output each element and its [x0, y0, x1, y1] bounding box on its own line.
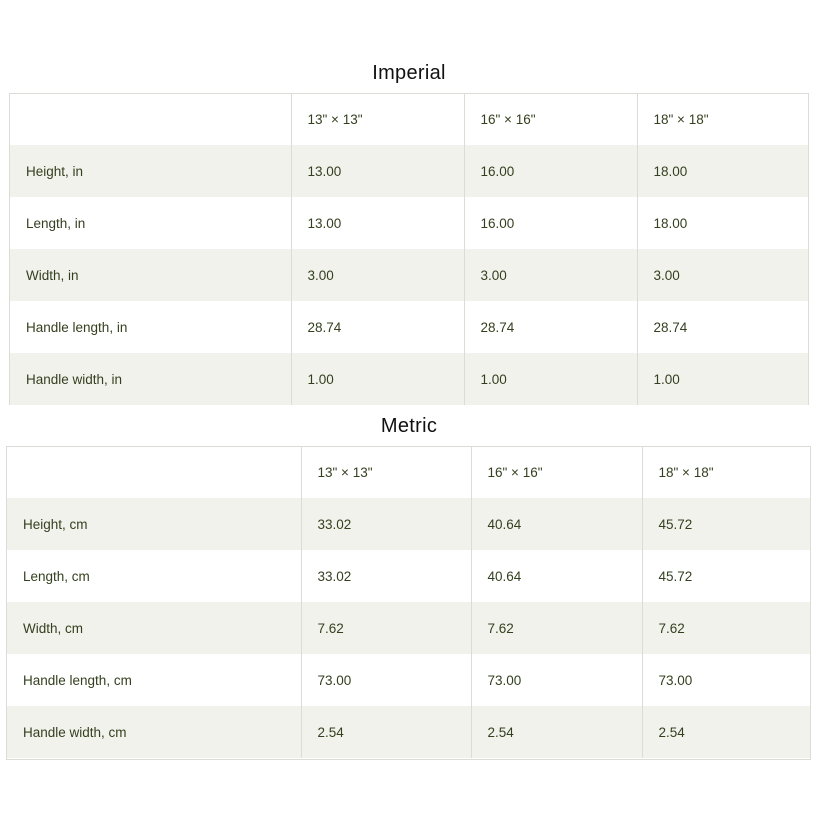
row-label: Handle length, cm	[7, 654, 301, 706]
cell-value: 1.00	[291, 353, 464, 405]
column-header-16x16: 16" × 16"	[471, 447, 642, 498]
cell-value: 3.00	[637, 249, 808, 301]
row-label: Handle width, in	[10, 353, 291, 405]
cell-value: 3.00	[291, 249, 464, 301]
metric-size-table	[6, 446, 811, 760]
cell-value: 16.00	[464, 197, 637, 249]
cell-value: 7.62	[642, 602, 810, 654]
cell-value: 18.00	[637, 197, 808, 249]
row-label: Height, cm	[7, 498, 301, 550]
table-row	[7, 602, 810, 654]
table-header-row	[10, 94, 808, 145]
cell-value: 2.54	[642, 706, 810, 758]
column-header-13x13: 13" × 13"	[301, 447, 471, 498]
row-label: Width, cm	[7, 602, 301, 654]
cell-value: 45.72	[642, 498, 810, 550]
cell-value: 28.74	[291, 301, 464, 353]
table-row	[10, 145, 808, 197]
cell-value: 7.62	[301, 602, 471, 654]
table-row	[10, 301, 808, 353]
cell-value: 1.00	[637, 353, 808, 405]
row-label: Handle width, cm	[7, 706, 301, 758]
row-label: Height, in	[10, 145, 291, 197]
cell-value: 18.00	[637, 145, 808, 197]
column-header-18x18: 18" × 18"	[642, 447, 810, 498]
row-label: Width, in	[10, 249, 291, 301]
cell-value: 73.00	[642, 654, 810, 706]
metric-section-title: Metric	[380, 415, 438, 437]
cell-value: 45.72	[642, 550, 810, 602]
cell-value: 2.54	[301, 706, 471, 758]
cell-value: 7.62	[471, 602, 642, 654]
imperial-size-table	[9, 93, 809, 405]
cell-value: 13.00	[291, 145, 464, 197]
row-label: Handle length, in	[10, 301, 291, 353]
table-row	[7, 706, 810, 758]
cell-value: 28.74	[637, 301, 808, 353]
table-row	[7, 654, 810, 706]
cell-value: 73.00	[471, 654, 642, 706]
cell-value: 73.00	[301, 654, 471, 706]
cell-value: 3.00	[464, 249, 637, 301]
cell-value: 1.00	[464, 353, 637, 405]
table-row	[7, 498, 810, 550]
cell-value: 33.02	[301, 550, 471, 602]
column-header-empty	[7, 447, 301, 498]
column-header-18x18: 18" × 18"	[637, 94, 808, 145]
row-label: Length, cm	[7, 550, 301, 602]
table-row	[10, 197, 808, 249]
cell-value: 2.54	[471, 706, 642, 758]
table-row	[10, 249, 808, 301]
column-header-13x13: 13" × 13"	[291, 94, 464, 145]
cell-value: 33.02	[301, 498, 471, 550]
cell-value: 40.64	[471, 550, 642, 602]
table-row	[10, 353, 808, 405]
cell-value: 28.74	[464, 301, 637, 353]
row-label: Length, in	[10, 197, 291, 249]
cell-value: 16.00	[464, 145, 637, 197]
imperial-section-title: Imperial	[372, 62, 446, 84]
column-header-16x16: 16" × 16"	[464, 94, 637, 145]
cell-value: 13.00	[291, 197, 464, 249]
cell-value: 40.64	[471, 498, 642, 550]
table-header-row	[7, 447, 810, 498]
column-header-empty	[10, 94, 291, 145]
table-row	[7, 550, 810, 602]
